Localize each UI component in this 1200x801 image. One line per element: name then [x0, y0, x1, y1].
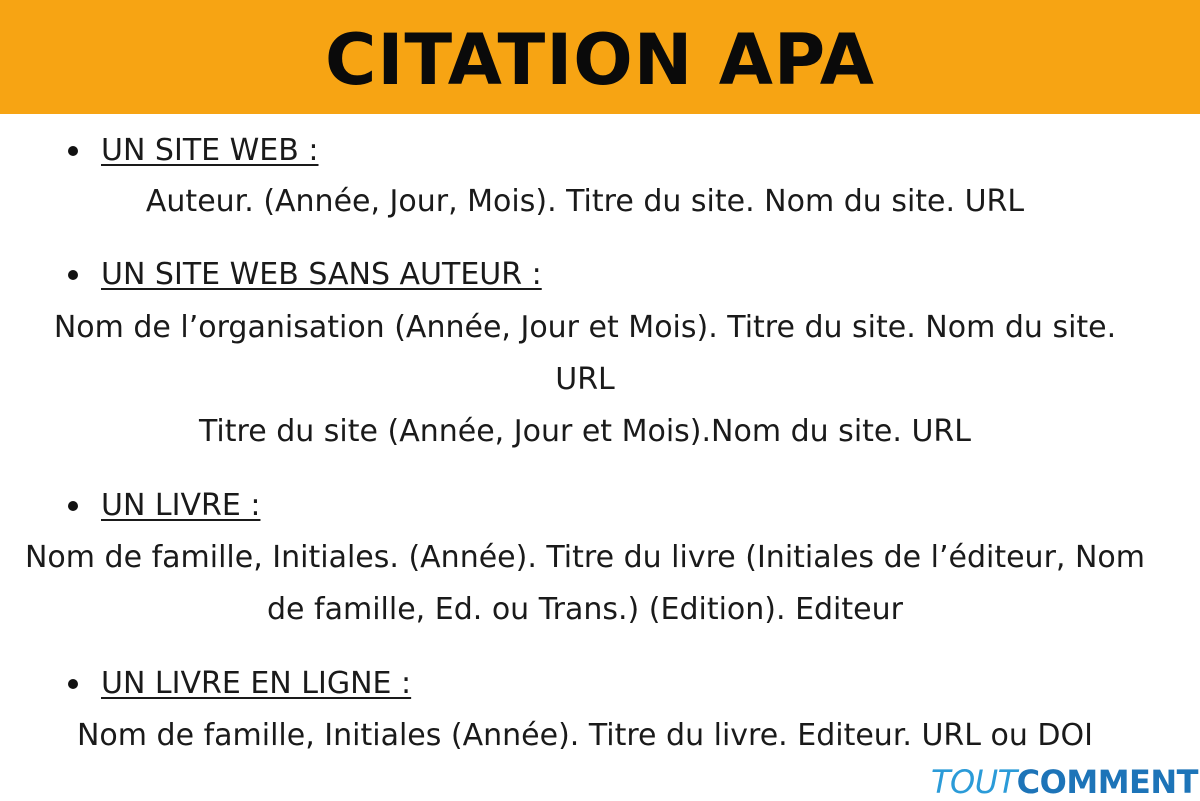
section-heading-livre	[68, 488, 260, 524]
section-heading-site-web	[68, 133, 319, 169]
bullet-icon	[68, 679, 78, 689]
section-heading-text: UN LIVRE :	[101, 488, 261, 523]
page-title: CITATION APA	[325, 19, 875, 101]
toutcomment-logo	[931, 760, 1198, 800]
bullet-icon	[68, 146, 78, 156]
title-banner	[0, 0, 1200, 114]
bullet-icon	[68, 501, 78, 511]
bullet-icon	[68, 270, 78, 280]
section-heading-livre-en-ligne	[68, 666, 411, 702]
section-heading-text: UN SITE WEB :	[101, 133, 319, 168]
citation-line: Auteur. (Année, Jour, Mois). Titre du site. Nom du site. URL	[145, 184, 1025, 219]
citation-line: URL	[555, 362, 615, 397]
citation-line: Titre du site (Année, Jour et Mois).Nom du site. URL	[199, 414, 971, 449]
citation-line: de famille, Ed. ou Trans.) (Edition). Editeur	[267, 592, 903, 627]
citation-line: Nom de famille, Initiales (Année). Titre du livre. Editeur. URL ou DOI	[76, 718, 1093, 753]
section-heading-text: UN LIVRE EN LIGNE :	[101, 666, 412, 701]
citation-line: Nom de l’organisation (Année, Jour et Mois). Titre du site. Nom du site.	[53, 310, 1117, 345]
section-heading-site-web-sans-auteur	[68, 257, 542, 293]
section-heading-text: UN SITE WEB SANS AUTEUR :	[101, 257, 542, 292]
citation-line: Nom de famille, Initiales. (Année). Titre du livre (Initiales de l’éditeur, Nom	[24, 540, 1145, 575]
logo-part-tout: TOUT	[930, 763, 1017, 801]
logo-part-comment: COMMENT	[1016, 763, 1198, 801]
